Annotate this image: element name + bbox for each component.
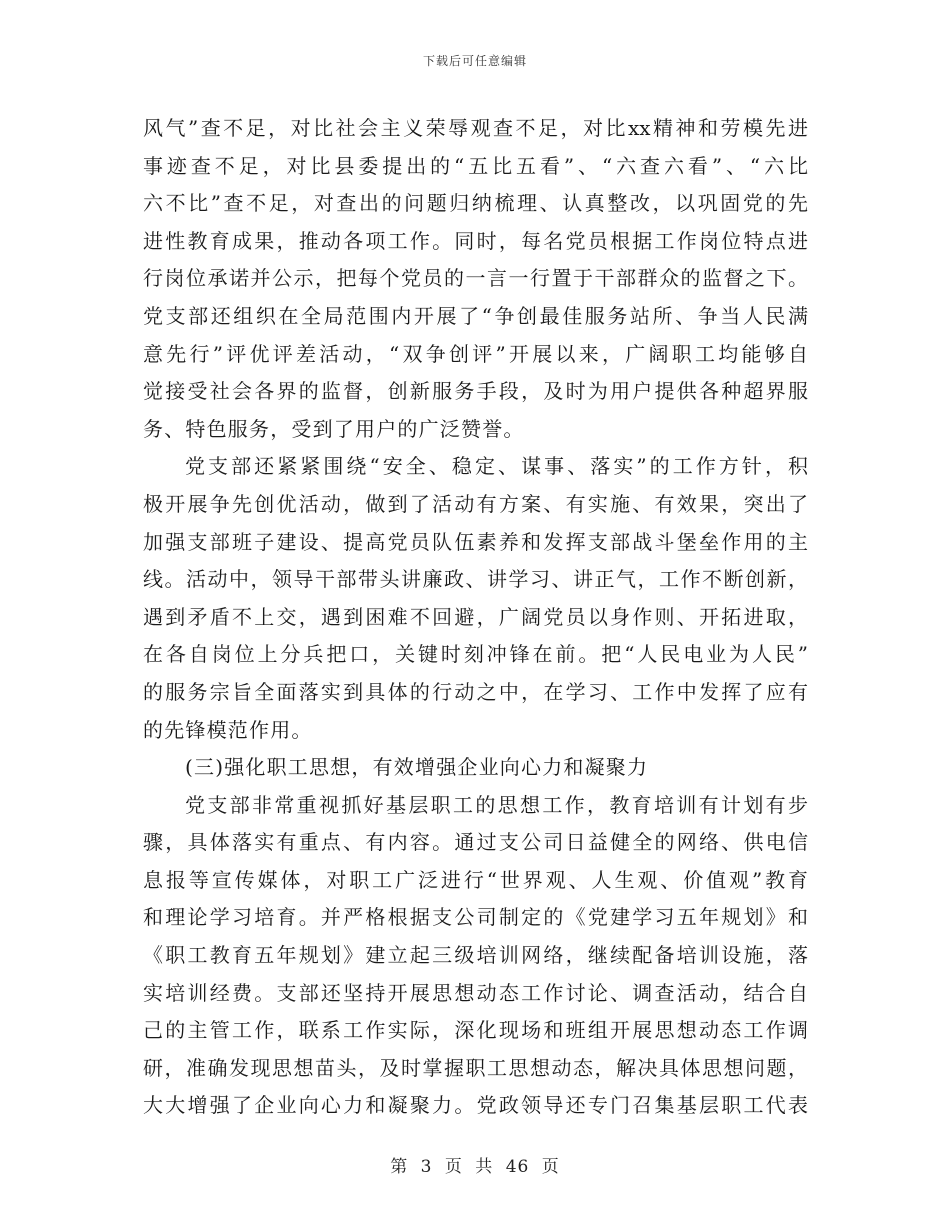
text-line: 极开展争先创优活动，做到了活动有方案、有实施、有效果，突出了	[143, 491, 808, 516]
text-line: 大大增强了企业向心力和凝聚力。党政领导还专门召集基层职工代表	[143, 1093, 808, 1118]
header-note: 下载后可任意编辑	[422, 54, 527, 68]
text-line: 实培训经费。支部还坚持开展思想动态工作讨论、调查活动，结合自	[143, 980, 808, 1005]
text-line: 进性教育成果，推动各项工作。同时，每名党员根据工作岗位特点进	[143, 228, 808, 253]
text-line: 六不比”查不足，对查出的问题归纳梳理、认真整改，以巩固党的先	[143, 191, 808, 216]
text-line: 《职工教育五年规划》建立起三级培训网络，继续配备培训设施，落	[143, 943, 808, 968]
text-line: 党支部还组织在全局范围内开展了“争创最佳服务站所、争当人民满	[143, 303, 808, 328]
text-line: 觉接受社会各界的监督，创新服务手段，及时为用户提供各种超界服	[143, 379, 808, 404]
text-line: 研，准确发现思想苗头，及时掌握职工思想动态，解决具体思想问题，	[143, 1055, 808, 1080]
body-text	[143, 110, 808, 1125]
text-line: 息报等宣传媒体，对职工广泛进行“世界观、人生观、价值观”教育	[143, 867, 808, 892]
text-line: 骤，具体落实有重点、有内容。通过支公司日益健全的网络、供电信	[143, 830, 808, 855]
text-line: 意先行”评优评差活动，“双争创评”开展以来，广阔职工均能够自	[143, 341, 808, 366]
text-line: 党支部还紧紧围绕“安全、稳定、谋事、落实”的工作方针，积	[185, 454, 808, 479]
text-line: 己的主管工作，联系工作实际，深化现场和班组开展思想动态工作调	[143, 1018, 808, 1043]
page-number-footer: 第 3 页 共 46 页	[390, 1157, 560, 1177]
text-line: (三)强化职工思想，有效增强企业向心力和凝聚力	[185, 755, 649, 780]
text-line: 遇到矛盾不上交，遇到困难不回避，广阔党员以身作则、开拓进取，	[143, 604, 808, 629]
text-line: 事迹查不足，对比县委提出的“五比五看”、“六查六看”、“六比	[143, 153, 808, 178]
text-line: 务、特色服务，受到了用户的广泛赞誉。	[143, 416, 525, 441]
text-line: 行岗位承诺并公示，把每个党员的一言一行置于干部群众的监督之下。	[143, 266, 808, 291]
text-line: 的先锋模范作用。	[143, 717, 313, 742]
text-line: 党支部非常重视抓好基层职工的思想工作，教育培训有计划有步	[185, 792, 808, 817]
text-line: 线。活动中，领导干部带头讲廉政、讲学习、讲正气，工作不断创新，	[143, 567, 808, 592]
text-line: 在各自岗位上分兵把口，关键时刻冲锋在前。把“人民电业为人民”	[143, 642, 808, 667]
text-line: 加强支部班子建设、提高党员队伍素养和发挥支部战斗堡垒作用的主	[143, 529, 808, 554]
text-line: 和理论学习培育。并严格根据支公司制定的《党建学习五年规划》和	[143, 905, 808, 930]
text-line: 的服务宗旨全面落实到具体的行动之中，在学习、工作中发挥了应有	[143, 679, 808, 704]
text-line: 风气”查不足，对比社会主义荣辱观查不足，对比xx精神和劳模先进	[143, 116, 808, 140]
